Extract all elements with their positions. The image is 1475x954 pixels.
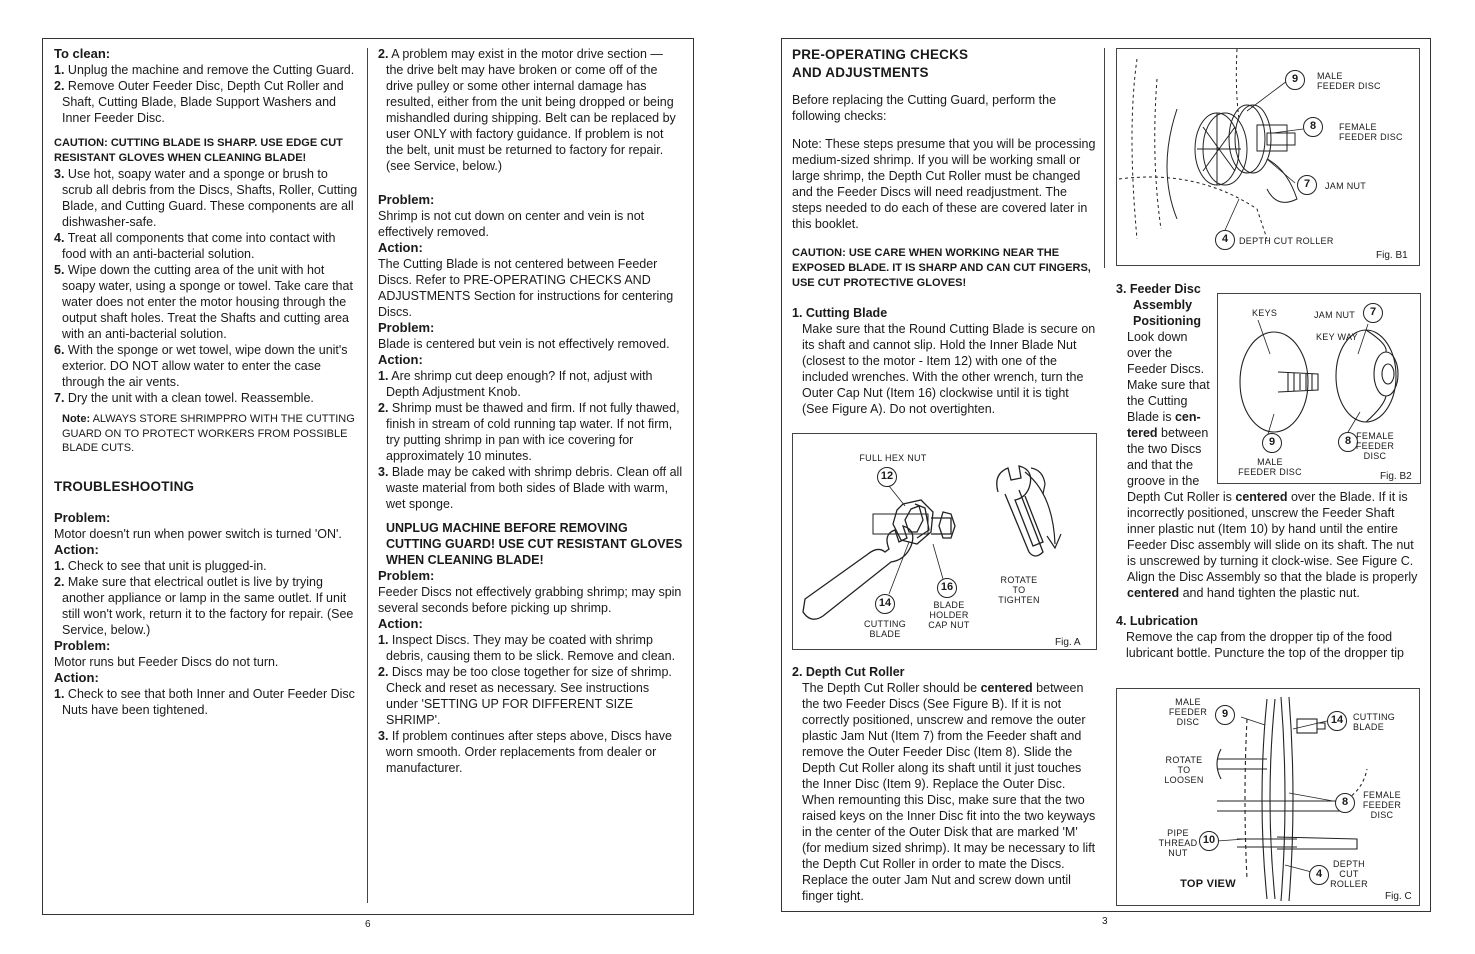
text-line: and that the — [1127, 458, 1194, 472]
clean-step: 7. Dry the unit with a clean towel. Reassemble. — [54, 391, 314, 405]
pipe-thread-nut-label: PIPE THREAD NUT — [1158, 828, 1198, 858]
section-title-feeder-disc: Positioning — [1133, 314, 1202, 328]
action-label: Action: — [54, 541, 99, 557]
male-feeder-disc-label: MALE FEEDER DISC — [1168, 697, 1208, 727]
right-column-divider — [1104, 48, 1105, 268]
callout-8: 8 — [1335, 793, 1355, 813]
figure-b2-caption: Fig. B2 — [1380, 471, 1412, 482]
section-title-depth-cut-roller: 2. Depth Cut Roller — [792, 665, 905, 679]
callout-9: 9 — [1262, 433, 1282, 453]
action-step: 2. Make sure that electrical outlet is live by trying another appliance or lamp in the same outlet. If unit still won't work, return it to the factory for repair. (See Service, below.) — [54, 574, 354, 637]
rotate-label: ROTATE TO TIGHTEN — [998, 575, 1040, 605]
text-line: Look down — [1127, 330, 1188, 344]
callout-8: 8 — [1338, 432, 1358, 452]
section-title-feeder-disc: Assembly — [1133, 298, 1193, 312]
callout-8: 8 — [1303, 117, 1323, 137]
rotate-to-loosen-label: ROTATE TO LOOSEN — [1164, 755, 1204, 785]
action-label: Action: — [378, 352, 423, 367]
jam-nut-label: JAM NUT — [1325, 181, 1367, 191]
problem-label: Problem: — [54, 509, 111, 525]
figure-a — [792, 433, 1097, 650]
text-line: Blade is cen- — [1127, 410, 1201, 424]
action-step: 3. If problem continues after steps above, Discs have worn smooth. Order replacements from dealer or manufacturer. — [378, 729, 672, 775]
unplug-warning: UNPLUG MACHINE BEFORE REMOVING CUTTING GUARD! USE CUT RESISTANT GLOVES WHEN CLEANING BLADE! — [386, 521, 683, 567]
text-line: tered between — [1127, 426, 1209, 440]
section-title-feeder-disc: 3. Feeder Disc — [1116, 282, 1201, 296]
figure-b1-caption: Fig. B1 — [1376, 250, 1408, 261]
page-title: PRE-OPERATING CHECKS — [792, 47, 969, 62]
top-view-label: TOP VIEW — [1180, 878, 1236, 890]
text-line: over the — [1127, 346, 1173, 360]
callout-7: 7 — [1297, 175, 1317, 195]
cutting-blade-label: CUTTING BLADE — [1353, 712, 1396, 732]
section-text: Remove the cap from the dropper tip of the food lubricant bottle. Puncture the top of the dropper tip — [1126, 630, 1404, 660]
callout-4: 4 — [1309, 865, 1329, 885]
callout-9: 9 — [1285, 70, 1305, 90]
callout-14: 14 — [875, 594, 895, 614]
problem-text: Shrimp is not cut down on center and vein is not effectively removed. — [378, 209, 645, 239]
page-title: AND ADJUSTMENTS — [792, 65, 929, 80]
depth-cut-roller-label: DEPTH CUT ROLLER — [1330, 859, 1368, 889]
callout-4: 4 — [1215, 230, 1235, 250]
male-feeder-disc-label: MALE FEEDER DISC — [1238, 457, 1302, 477]
to-clean-heading: To clean: — [54, 46, 111, 61]
problem-text: Feeder Discs not effectively grabbing shrimp; may spin several seconds before picking up shrimp. — [378, 585, 682, 615]
action-label: Action: — [378, 240, 423, 255]
action-text: The Cutting Blade is not centered between Feeder Discs. Refer to PRE-OPERATING CHECKS AND ADJUSTMENTS Section for instructions for centering Discs. — [378, 257, 674, 319]
callout-9: 9 — [1215, 705, 1235, 725]
clean-step: 6. With the sponge or wet towel, wipe down the unit's exterior. DO NOT allow water to enter the case through the air vents. — [54, 343, 348, 389]
left-column-2 — [378, 46, 683, 776]
problem-label: Problem: — [378, 568, 435, 583]
problem-label: Problem: — [378, 320, 435, 335]
text-line: Make sure that — [1127, 378, 1210, 392]
right-column-1 — [792, 46, 1097, 417]
storage-note: Note: ALWAYS STORE SHRIMPPRO WITH THE CUTTING GUARD ON TO PROTECT WORKERS FROM POSSIBLE BLADE CUTS. — [62, 413, 355, 454]
full-hex-nut-label: FULL HEX NUT — [859, 453, 927, 463]
action-step: 1. Check to see that both Inner and Outer Feeder Disc Nuts have been tightened. — [54, 686, 355, 717]
blade-caution: CAUTION: CUTTING BLADE IS SHARP. USE EDGE CUT RESISTANT GLOVES WHEN CLEANING BLADE! — [54, 137, 343, 164]
left-column-divider — [367, 48, 368, 903]
action-step: 1. Inspect Discs. They may be coated with shrimp debris, causing them to be slick. Remove and clean. — [378, 633, 676, 663]
keys-label: KEYS — [1252, 308, 1278, 318]
callout-12: 12 — [877, 467, 897, 487]
male-feeder-disc-label: MALE FEEDER DISC — [1317, 71, 1381, 91]
problem-text: Motor runs but Feeder Discs do not turn. — [54, 654, 279, 669]
note-text: Note: These steps presume that you will be processing medium-sized shrimp. If you will be working small or large shrimp, the Depth Cut Roller must be changed and the Feeder Discs will need readjustment. The steps needed to do each of these are covered later in this booklet. — [792, 137, 1096, 231]
callout-10: 10 — [1199, 831, 1219, 851]
clean-step: 5. Wipe down the cutting area of the unit with hot soapy water, using a sponge or towel. Take care that water does not enter the motor housing through the output shaft holes. Treat the Shafts and cutting area with an anti-bacterial solution. — [54, 263, 353, 341]
blade-holder-label: BLADE HOLDER CAP NUT — [928, 600, 970, 630]
clean-step: 4. Treat all components that come into contact with food with an anti-bacterial solution. — [54, 231, 336, 261]
problem-text: Blade is centered but vein is not effectively removed. — [378, 337, 670, 351]
callout-14: 14 — [1327, 711, 1347, 731]
figure-c-caption: Fig. C — [1385, 891, 1412, 902]
section-title-lubrication: 4. Lubrication — [1116, 614, 1198, 628]
female-feeder-disc-label: FEMALE FEEDER DISC — [1355, 431, 1395, 461]
section-title-cutting-blade: 1. Cutting Blade — [792, 306, 888, 320]
callout-16: 16 — [937, 578, 957, 598]
action-step: 2. Discs may be too close together for size of shrimp. Check and reset as necessary. See instructions under 'SETTING UP FOR DIFFERENT SIZE SHRIMP'. — [378, 665, 672, 727]
action-step: 1. Are shrimp cut deep enough? If not, adjust with Depth Adjustment Knob. — [378, 369, 653, 399]
figure-b2 — [1217, 293, 1421, 484]
intro-text: Before replacing the Cutting Guard, perform the following checks: — [792, 93, 1057, 123]
text-line: the Cutting — [1127, 394, 1188, 408]
section-text: Depth Cut Roller is centered over the Blade. If it is incorrectly positioned, unscrew the Feeder Shaft inner plastic nut (Item 10) by hand until the entire Feeder Disc assembly will slide on its shaft. The nut is unscrewed by turning it clock-wise. See Figure C. Align the Disc Assembly so that the blade is properly centered and hand tighten the plastic nut. — [1127, 490, 1418, 600]
troubleshooting-heading: TROUBLESHOOTING — [54, 478, 195, 494]
figure-a-caption: Fig. A — [1055, 637, 1081, 648]
right-column-1-lower — [792, 664, 1097, 904]
action-step: 2. Shrimp must be thawed and firm. If not fully thawed, finish in stream of cold running tap water. If not firm, try putting shrimp in pan with ice covering for approximately 10 minutes. — [378, 401, 680, 463]
left-page-number: 6 — [365, 919, 371, 930]
blade-caution: CAUTION: USE CARE WHEN WORKING NEAR THE EXPOSED BLADE. IT IS SHARP AND CAN CUT FINGERS, USE CUT PROTECTIVE GLOVES! — [792, 247, 1091, 289]
text-line: Feeder Discs. — [1127, 362, 1205, 376]
action-label: Action: — [54, 669, 99, 685]
clean-step: 1. Unplug the machine and remove the Cutting Guard. — [54, 63, 355, 77]
text-line: the two Discs — [1127, 442, 1202, 456]
text-line: groove in the — [1127, 474, 1200, 488]
problem-label: Problem: — [54, 637, 111, 653]
female-feeder-disc-label: FEMALE FEEDER DISC — [1362, 790, 1402, 820]
depth-cut-roller-label: DEPTH CUT ROLLER — [1239, 236, 1334, 246]
problem-label: Problem: — [378, 192, 435, 207]
section-text: The Depth Cut Roller should be centered between the two Feeder Discs (See Figure B). If it is not correctly positioned, unscrew and remove the outer plastic Jam Nut (Item 7) from the Feeder shaft and remove the Outer Feeder Disc (Item 8). Slide the Depth Cut Roller along its shaft until it just touches the Inner Disc (Item 9). Replace the Outer Disc. When remounting this Disc, make sure that the two raised keys on the Inner Disc fit into the two keyways in the center of the Outer Disk that are marked 'M' (for medium sized shrimp). It may be necessary to lift the Depth Cut Roller in order to mate the Discs. Replace the outer Jam Nut and screw down until finger tight. — [802, 681, 1096, 903]
cutting-blade-label: CUTTING BLADE — [863, 619, 907, 639]
section-text: Make sure that the Round Cutting Blade is secure on its shaft and cannot slip. Hold the Inner Blade Nut (closest to the motor - Item 12) with one of the included wrenches. With the other wrench, turn the Outer Cap Nut (Item 16) clockwise until it is tight (See Figure A). Do not overtighten. — [802, 322, 1096, 416]
action-label: Action: — [378, 616, 423, 631]
clean-step: 3. Use hot, soapy water and a sponge or brush to scrub all debris from the Discs, Shafts, Roller, Cutting Blade, and Cutting Guard. These components are all dishwasher-safe. — [54, 167, 358, 229]
action-step: 3. Blade may be caked with shrimp debris. Clean off all waste material from both sides of Blade with warm, wet sponge. — [378, 465, 683, 511]
key-way-label: KEY WAY — [1316, 332, 1358, 342]
action-step: 1. Check to see that unit is plugged-in. — [54, 558, 267, 573]
action-step: 2. A problem may exist in the motor drive section — the drive belt may have broken or come off of the drive pulley or some other internal damage has resulted, either from the unit being dropped or being mishandled during shipping. Belt can be replaced by user ONLY with factory guidance. If problem is not the belt, unit must be returned to factory for repair. (see Service, below.) — [378, 47, 676, 173]
right-page-number: 3 — [1102, 916, 1108, 927]
callout-7: 7 — [1363, 303, 1383, 323]
female-feeder-disc-label: FEMALE FEEDER DISC — [1339, 122, 1403, 142]
figure-b1 — [1116, 48, 1420, 266]
clean-step: 2. Remove Outer Feeder Disc, Depth Cut Roller and Shaft, Cutting Blade, Blade Support Washers and Inner Feeder Disc. — [54, 79, 344, 125]
jam-nut-label: JAM NUT — [1314, 310, 1356, 320]
left-column-1 — [54, 46, 359, 718]
figure-c — [1116, 688, 1420, 906]
problem-text: Motor doesn't run when power switch is turned 'ON'. — [54, 526, 342, 541]
